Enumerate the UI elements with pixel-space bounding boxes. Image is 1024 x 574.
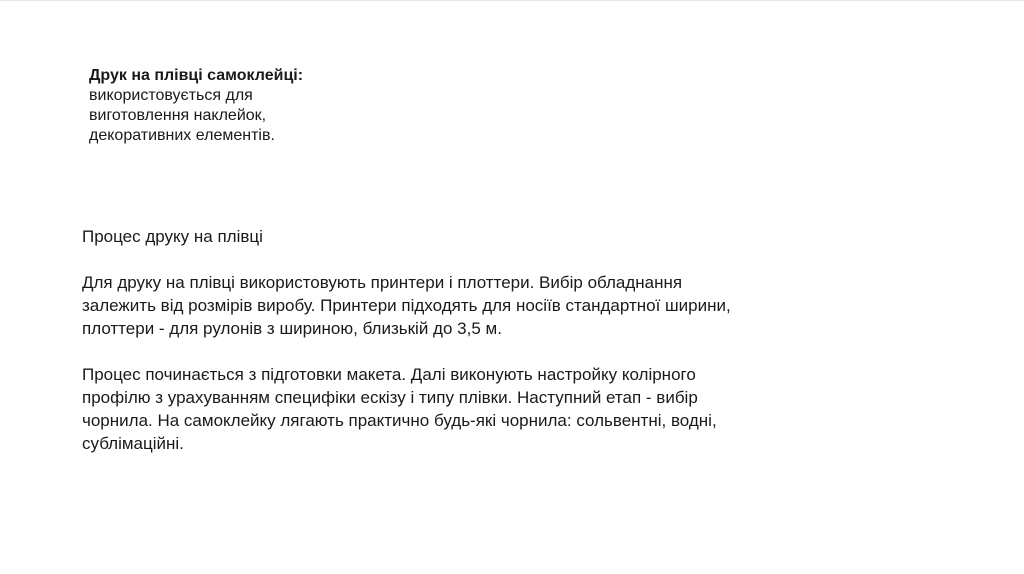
paragraph1-line: плоттери - для рулонів з шириною, близькій до 3,5 м.	[82, 319, 502, 338]
paragraph1-line: Для друку на плівці використовують принтери і плоттери. Вибір обладнання	[82, 273, 683, 292]
intro-line: використовується для	[89, 87, 253, 104]
paragraph2-line: профілю з урахуванням специфіки ескізу і типу плівки. Наступний етап - вибір	[82, 388, 698, 407]
paragraph1-line: залежить від розмірів виробу. Принтери підходять для носіїв стандартної ширини,	[82, 296, 731, 315]
top-divider	[0, 0, 1024, 1]
paragraph-gap	[82, 340, 902, 363]
intro-line: виготовлення наклейок,	[89, 107, 267, 124]
intro-block	[89, 66, 419, 146]
process-section	[82, 225, 902, 455]
intro-line: декоративних елементів.	[89, 127, 275, 144]
intro-heading: Друк на плівці самоклейці:	[89, 67, 304, 84]
section-title: Процес друку на плівці	[82, 227, 263, 246]
paragraph-gap	[82, 248, 902, 271]
paragraph2-line: чорнила. На самоклейку лягають практично будь-які чорнила: сольвентні, водні,	[82, 411, 717, 430]
paragraph2-line: Процес починається з підготовки макета. Далі виконують настройку колірного	[82, 365, 696, 384]
paragraph2-line: сублімаційні.	[82, 434, 184, 453]
